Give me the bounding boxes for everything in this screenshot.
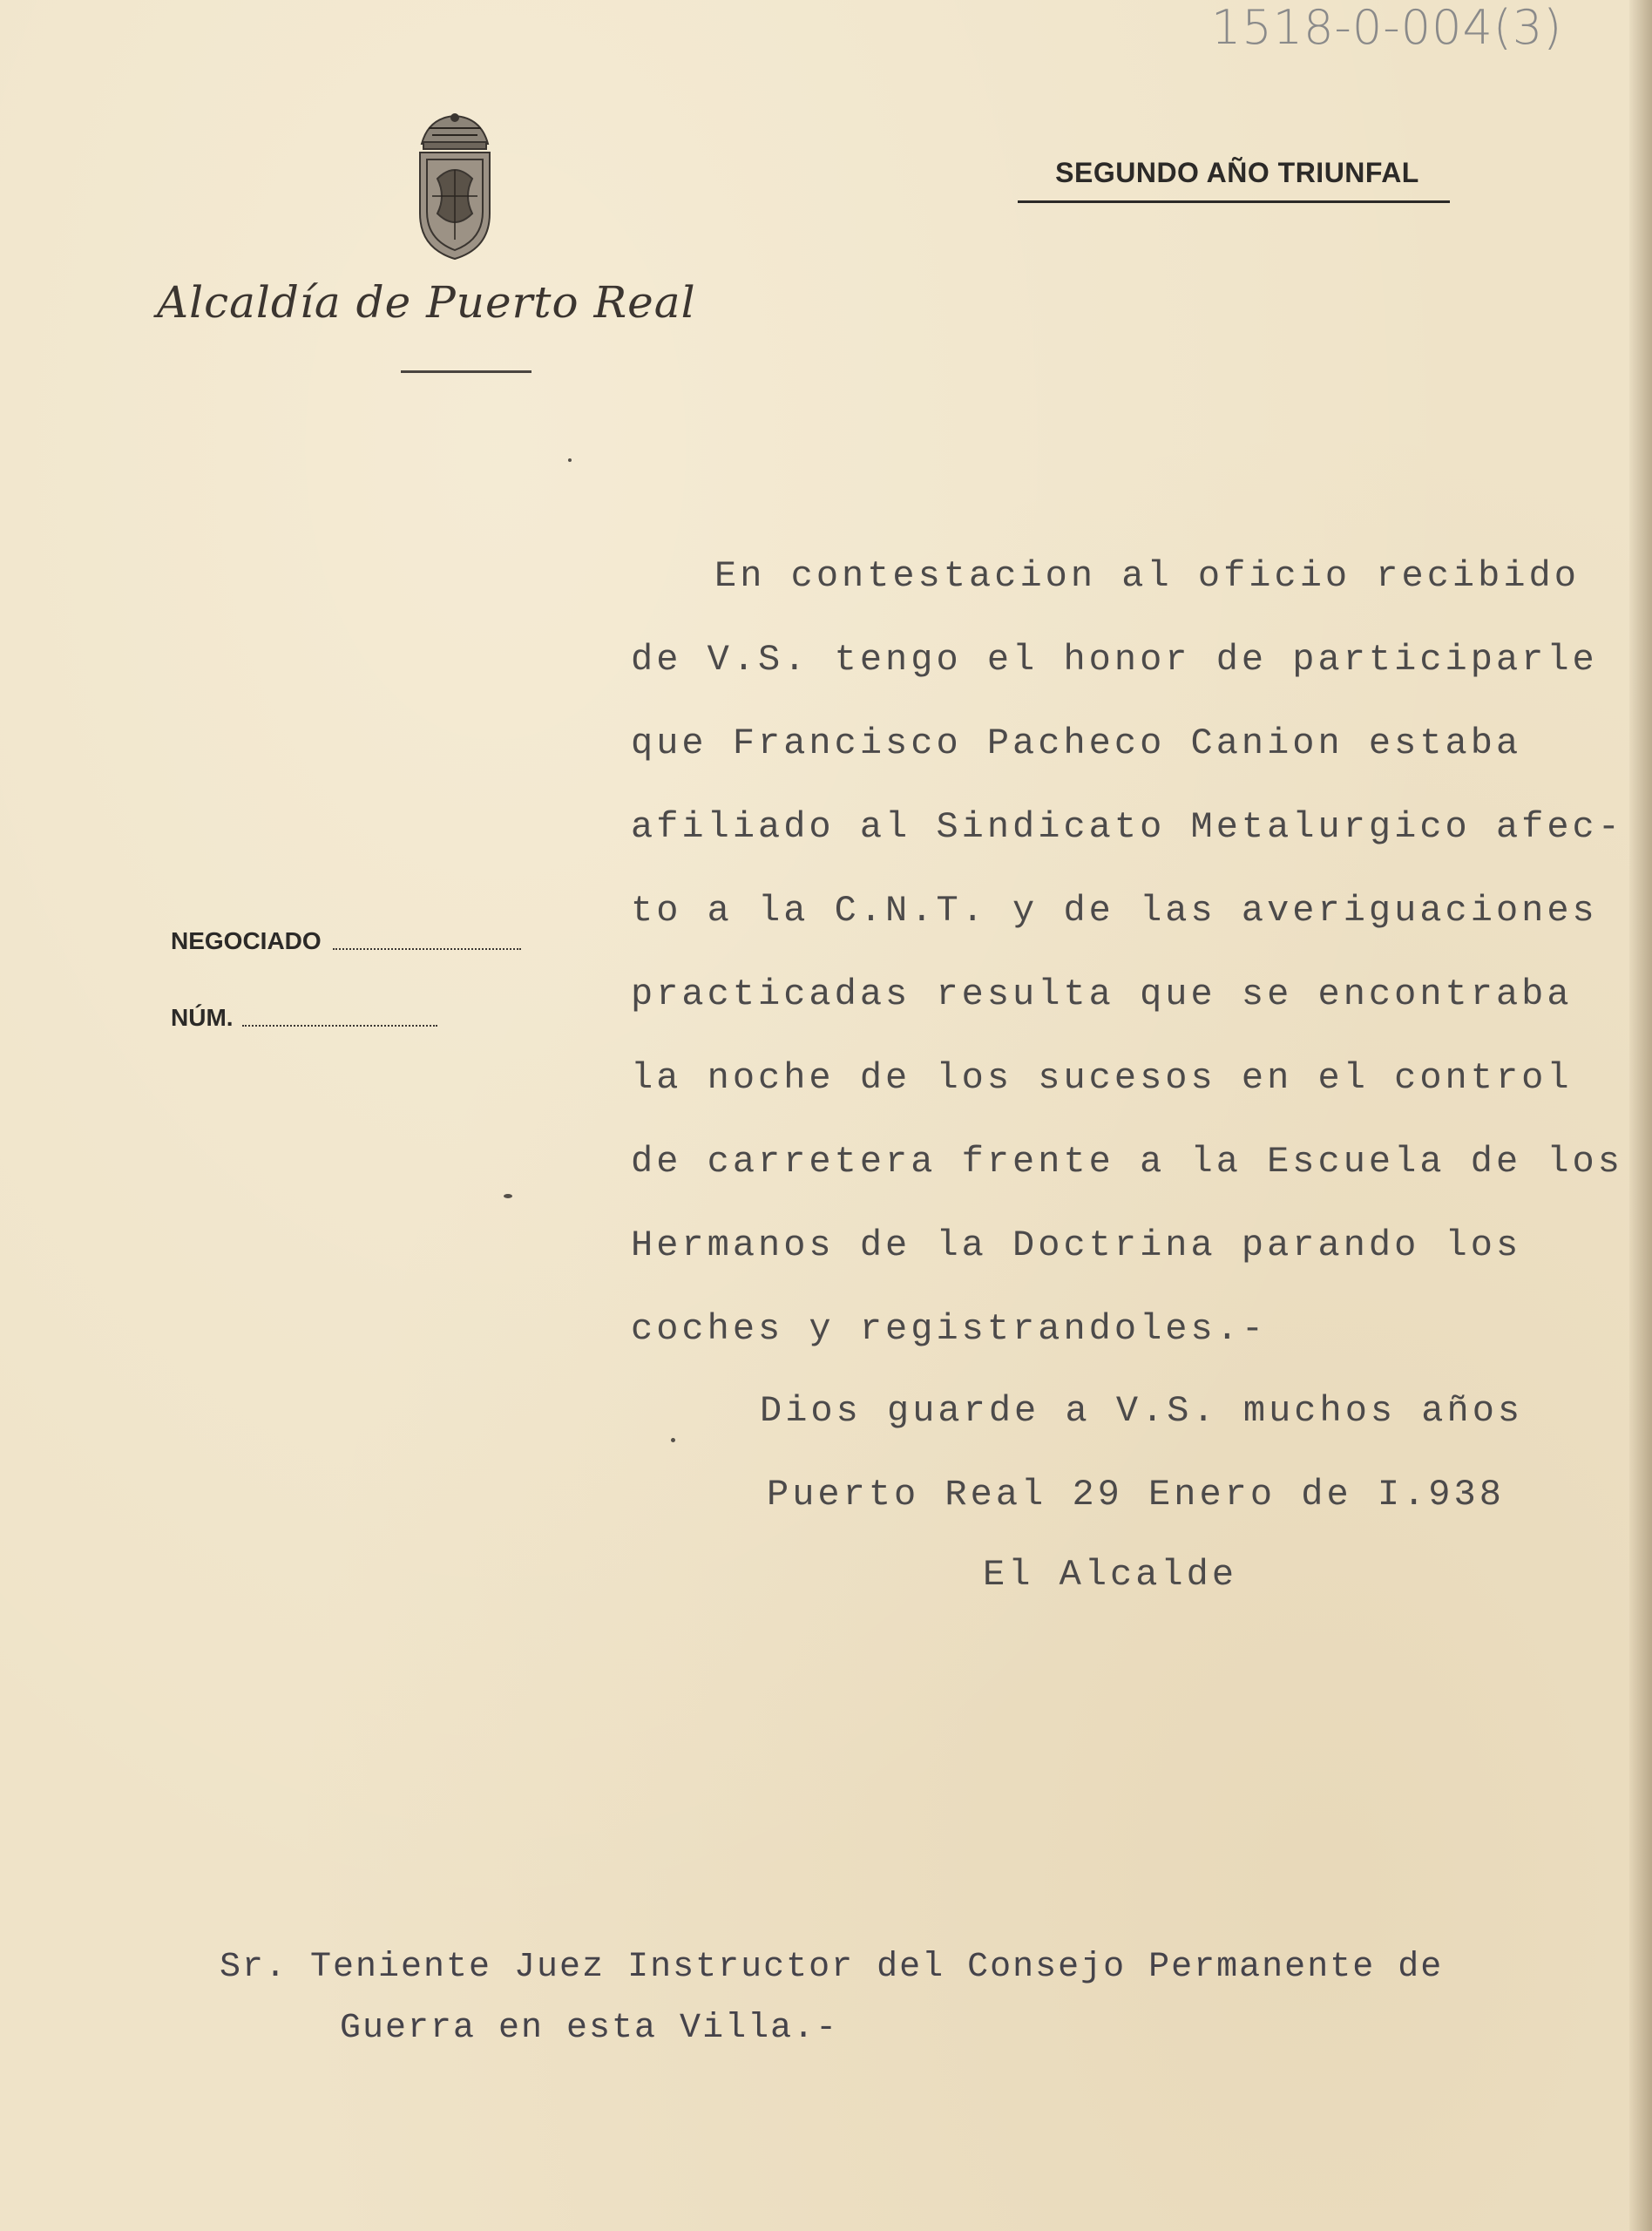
body-line: que Francisco Pacheco Canion estaba (631, 722, 1522, 764)
num-line (242, 1025, 437, 1027)
body-line: En contestacion al oficio recibido (714, 555, 1580, 597)
addressee-line-1: Sr. Teniente Juez Instructor del Consejo Permanente de (220, 1948, 1444, 1987)
paper-speck (504, 1194, 512, 1198)
year-motto: SEGUNDO AÑO TRIUNFAL (1055, 157, 1419, 188)
paper-speck (568, 458, 572, 462)
body-line: de carretera frente a la Escuela de los (631, 1141, 1623, 1183)
addressee-line-2: Guerra en esta Villa.- (340, 2009, 839, 2048)
place-date: Puerto Real 29 Enero de I.938 (767, 1474, 1505, 1516)
paper-speck (671, 1438, 675, 1442)
body-line: la noche de los sucesos en el control (631, 1057, 1573, 1099)
coat-of-arms-icon (403, 109, 507, 266)
reference-number: 1518-0-004(3) (1211, 0, 1563, 55)
body-line: to a la C.N.T. y de las averiguaciones (631, 890, 1598, 932)
signatory: El Alcalde (983, 1554, 1238, 1596)
body-line: de V.S. tengo el honor de participarle (631, 639, 1598, 681)
page-edge-shadow (1629, 0, 1652, 2231)
negociado-label: NEGOCIADO (171, 927, 322, 954)
body-line: coches y registrandoles.- (631, 1308, 1268, 1350)
body-line: practicadas resulta que se encontraba (631, 973, 1573, 1015)
negociado-line (333, 948, 521, 950)
year-motto-underline (1018, 200, 1450, 203)
institution-underline (401, 370, 531, 373)
closing-salutation: Dios guarde a V.S. muchos años (760, 1390, 1524, 1432)
institution-name: Alcaldía de Puerto Real (157, 277, 696, 328)
body-line: afiliado al Sindicato Metalurgico afec- (631, 806, 1623, 848)
num-label: NÚM. (171, 1004, 234, 1031)
body-line: Hermanos de la Doctrina parando los (631, 1224, 1522, 1266)
